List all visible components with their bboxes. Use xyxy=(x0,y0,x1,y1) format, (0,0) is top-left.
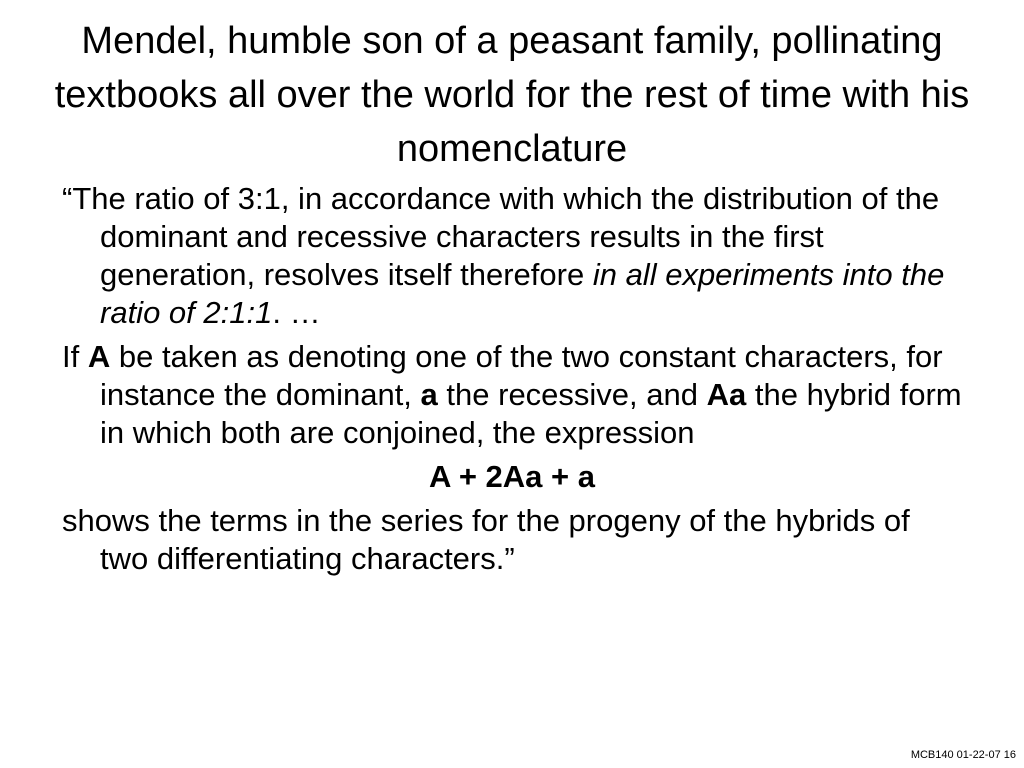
symbol-hybrid: Aa xyxy=(706,377,747,412)
notation-text-4: the hybrid form in which both are conjoined, the expression xyxy=(100,377,962,450)
symbol-recessive: a xyxy=(420,377,438,412)
slide-footer: MCB140 01-22-07 16 xyxy=(910,749,1016,761)
quote-ellipsis: . … xyxy=(272,295,321,330)
symbol-dominant: A xyxy=(87,339,111,374)
equation: A + 2Aa + a xyxy=(428,459,595,494)
quote-italic-ratio: in all experiments into the ratio of 2:1:1 xyxy=(100,257,945,330)
quote-paragraph-progeny: shows the terms in the series for the progeny of the hybrids of two differentiating characters.” xyxy=(62,503,910,576)
slide-title: Mendel, humble son of a peasant family, pollinating textbooks all over the world for the rest of time with his nomenclature xyxy=(54,20,970,170)
notation-text-1: If xyxy=(62,339,88,374)
notation-text-2: be taken as denoting one of the two constant characters, for instance the dominant, xyxy=(100,339,943,412)
quote-paragraph-notation xyxy=(62,338,962,452)
quote-text: “The ratio of 3:1, in accordance with which the distribution of the dominant and recessive characters results in the first generation, resolves itself therefore xyxy=(62,181,940,292)
notation-text-3: the recessive, and xyxy=(437,377,707,412)
slide-body xyxy=(62,180,962,584)
quote-paragraph-ratio xyxy=(62,180,962,332)
